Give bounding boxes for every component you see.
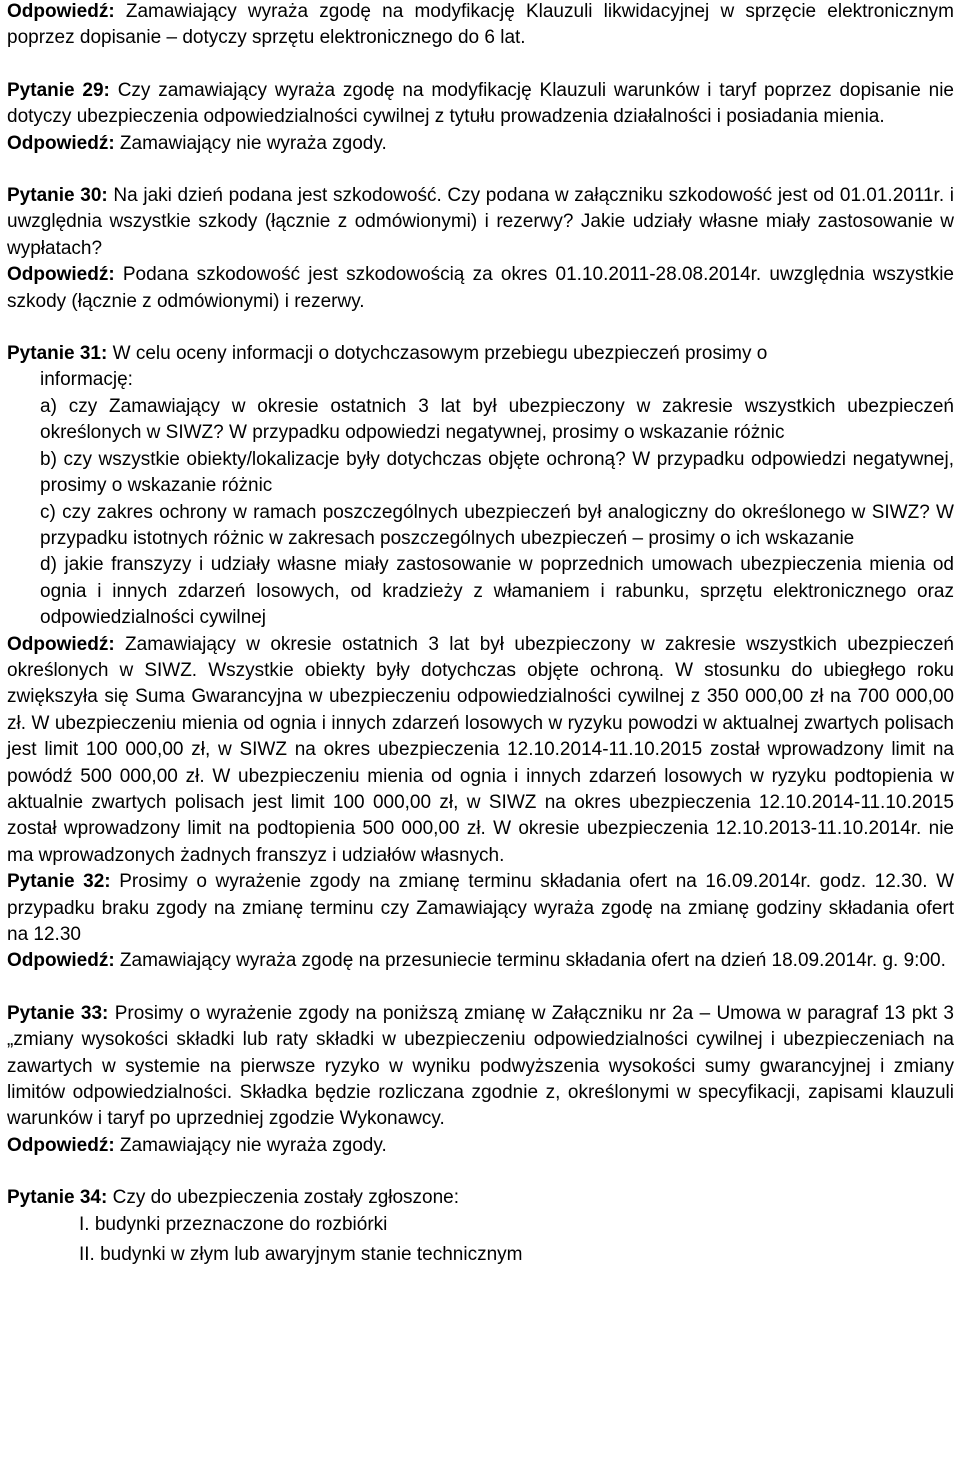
answer-28 (7, 0, 954, 52)
question-text: Na jaki dzień podana jest szkodowość. Czy podana w załączniku szkodowość jest od 01.01.2011r. i uwzględnia wszystkie szkody (łącznie z odmówionymi) i rezerwy? Jakie udziały własne miały zastosowanie w wypłatach? (7, 185, 955, 259)
question-label: Pytanie 33: (7, 1002, 109, 1024)
question-30 (7, 183, 954, 262)
question-31 (7, 341, 954, 367)
answer-label: Odpowiedź: (7, 132, 115, 154)
answer-30 (7, 262, 954, 315)
answer-label: Odpowiedź: (7, 1134, 115, 1156)
question-31-continuation: informację: (40, 369, 133, 391)
question-label: Pytanie 34: (7, 1187, 108, 1209)
question-31-item-b: b) czy wszystkie obiekty/lokalizacje były dotychczas objęte ochroną? W przypadku odpowiedzi negatywnej, prosimy o wskazanie różnic (40, 448, 954, 497)
question-label: Pytanie 30: (7, 185, 108, 207)
question-29 (7, 78, 954, 131)
answer-text: Zamawiający nie wyraża zgody. (114, 1134, 387, 1156)
question-text: Czy do ubezpieczenia zostały zgłoszone: (107, 1187, 460, 1209)
question-label: Pytanie 32: (7, 871, 111, 893)
answer-text: Zamawiający w okresie ostatnich 3 lat był ubezpieczony w zakresie wszystkich ubezpieczeń określonych w SIWZ. Wszystkie obiekty były dotychczas objęte ochroną. W stosunku do ubiegłego roku zwiększyła się Suma Gwarancyjna w ubezpieczeniu odpowiedzialności cywilnej z 350 000,00 zł na 700 000,00 zł. W ubezpieczeniu mienia od ognia i innych zdarzeń losowych w ryzyku powodzi w aktualnej zwartych polisach jest limit 100 000,00 zł, w SIWZ na okres ubezpieczenia 12.10.2014-11.10.2015 został wprowadzony limit na powódź 500 000,00 zł. W ubezpieczeniu mienia od ognia i innych zdarzeń losowych w ryzyku podtopienia w aktualnie zwartych polisach jest limit 100 000,00 zł, w SIWZ na okres ubezpieczenia 12.10.2014-11.10.2015 został wprowadzony limit na podtopienia 500 000,00 zł. W okresie ubezpieczenia 12.10.2013-11.10.2014r. nie ma wprowadzonych żadnych franszyz i udziałów własnych. (7, 633, 954, 866)
answer-text: Podana szkodowość jest szkodowością za okres 01.10.2011-28.08.2014r. uwzględnia wszystkie szkody (łącznie z odmówionymi) i rezerwy. (7, 264, 954, 312)
answer-31 (7, 632, 954, 870)
question-34-item-2: II. budynki w złym lub awaryjnym stanie technicznym (79, 1244, 523, 1266)
question-text: Prosimy o wyrażenie zgody na poniższą zmianę w Załączniku nr 2a – Umowa w paragraf 13 pkt 3 „zmiany wysokości składki lub raty składki w ubezpieczeniu odpowiedzialności cywilnej i ubezpieczeniach na zawartych w systemie na pierwsze ryzyko w wyniku podwyższenia wysokości sumy gwarancyjnej i zmiany limitów odpowiedzialności. Składka będzie rozliczana zgodnie z, określonymi w specyfikacji, zapisami klauzuli warunków i taryf po uprzedniej zgodzie Wykonawcy. (7, 1002, 954, 1130)
question-31-item-c: c) czy zakres ochrony w ramach poszczególnych ubezpieczeń był analogiczny do określonego w SIWZ? W przypadku istotnych różnic w zakresach poszczególnych ubezpieczeń – prosimy o ich wskazanie (40, 501, 954, 549)
question-label: Pytanie 29: (7, 79, 110, 101)
answer-label: Odpowiedź: (7, 633, 115, 655)
question-33 (7, 1001, 954, 1133)
answer-label: Odpowiedź: (7, 264, 115, 286)
question-31-item-d: d) jakie franszyzy i udziały własne miały zastosowanie w poprzednich umowach ubezpieczenia mienia od ognia i innych zdarzeń losowych, od kradzieży z włamaniem i rabunku, sprzętu elektronicznego oraz odpowiedzialności cywilnej (40, 554, 954, 629)
question-label: Pytanie 31: (7, 343, 108, 365)
answer-33 (7, 1133, 954, 1159)
answer-32 (7, 948, 954, 974)
answer-text: Zamawiający nie wyraża zgody. (114, 132, 387, 154)
question-34-item-1: I. budynki przeznaczone do rozbiórki (79, 1213, 388, 1235)
answer-label: Odpowiedź: (7, 1, 115, 22)
question-32 (7, 869, 954, 948)
question-31-item-a: a) czy Zamawiający w okresie ostatnich 3 lat był ubezpieczony w zakresie wszystkich ubezpieczeń określonych w SIWZ? W przypadku odpowiedzi negatywnej, prosimy o wskazanie różnic (40, 395, 954, 444)
answer-text: Zamawiający wyraża zgodę na przesuniecie terminu składania ofert na dzień 18.09.2014r. g. 9:00. (114, 950, 946, 972)
question-text: Czy zamawiający wyraża zgodę na modyfikację Klauzuli warunków i taryf poprzez dopisanie nie dotyczy ubezpieczenia odpowiedzialności cywilnej z tytułu prowadzenia działalności i posiadania mienia. (7, 79, 954, 128)
question-text: Prosimy o wyrażenie zgody na zmianę terminu składania ofert na 16.09.2014r. godz. 12.30. W przypadku braku zgody na zmianę terminu czy Zamawiający wyraża zgodę na zmianę godziny składania ofert na 12.30 (7, 871, 954, 945)
answer-29 (7, 131, 954, 157)
answer-text: Zamawiający wyraża zgodę na modyfikację Klauzuli likwidacyjnej w sprzęcie elektronicznym poprzez dopisanie – dotyczy sprzętu elektronicznego do 6 lat. (7, 1, 954, 49)
question-text: W celu oceny informacji o dotychczasowym przebiegu ubezpieczeń prosimy o (107, 343, 768, 365)
question-34 (7, 1185, 954, 1211)
answer-label: Odpowiedź: (7, 950, 115, 972)
